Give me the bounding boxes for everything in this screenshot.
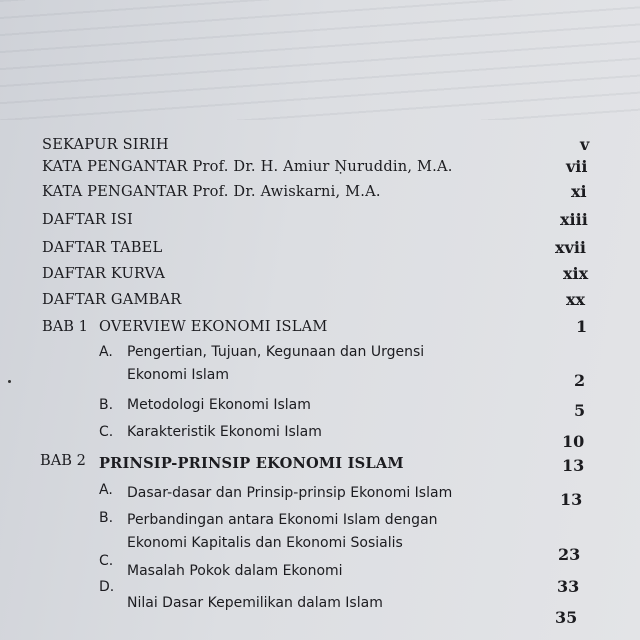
toc-entry-label: SEKAPUR SIRIH (42, 136, 169, 153)
section-title: Metodologi Ekonomi Islam (127, 397, 311, 413)
toc-section-2d (0, 578, 640, 611)
section-letter: C. (99, 424, 114, 440)
toc-entry-daftar-kurva (0, 265, 640, 291)
section-letter: B. (99, 510, 114, 526)
section-page: 35 (555, 608, 578, 627)
toc-section-1a-page-row (0, 372, 640, 398)
section-title: Dasar-dasar dan Prinsip-prinsip Ekonomi Islam (127, 485, 453, 501)
section-title-line-2: Ekonomi Islam (127, 367, 229, 383)
section-title-line-2: Ekonomi Kapitalis dan Ekonomi Sosialis (127, 535, 403, 551)
toc-entry-label: DAFTAR ISI (42, 211, 133, 228)
section-page: 23 (558, 545, 581, 564)
chapter-number: BAB 2 (40, 452, 86, 469)
section-title: Masalah Pokok dalam Ekonomi (127, 563, 343, 579)
chapter-heading-bab-1 (0, 318, 640, 344)
section-letter: A. (99, 344, 113, 360)
section-title: Karakteristik Ekonomi Islam (127, 424, 322, 440)
section-title: Nilai Dasar Kepemilikan dalam Islam (127, 595, 383, 611)
section-title-line-1: Perbandingan antara Ekonomi Islam dengan (127, 512, 438, 528)
section-letter: A. (99, 482, 113, 498)
toc-entry-label: DAFTAR KURVA (42, 265, 166, 282)
toc-entry-page: xix (563, 264, 589, 283)
chapter-number: BAB 1 (42, 318, 88, 335)
section-page: 2 (574, 371, 586, 390)
chapter-heading-bab-2 (0, 452, 640, 478)
toc-entry-page: xx (566, 290, 586, 309)
section-letter: D. (99, 579, 115, 595)
toc-entry-page: xi (571, 182, 587, 201)
chapter-title: OVERVIEW EKONOMI ISLAM (99, 318, 328, 335)
toc-entry-page: v (580, 135, 590, 154)
section-page: 5 (574, 401, 586, 420)
toc-section-2c (0, 552, 640, 578)
toc-entry-daftar-gambar (0, 291, 640, 317)
toc-section-1b (0, 396, 640, 422)
toc-section-2d-page-row (0, 609, 640, 635)
chapter-page: 1 (576, 317, 588, 336)
toc-entry-label: DAFTAR TABEL (42, 239, 163, 256)
toc-entry-label: KATA PENGANTAR Prof. Dr. Awiskarni, M.A. (42, 183, 381, 200)
toc-section-1c (0, 423, 640, 449)
toc-entry-pengantar-1 (0, 158, 640, 184)
toc-entry-page: vii (566, 157, 588, 176)
toc-entry-pengantar-2 (0, 183, 640, 209)
toc-entry-daftar-isi (0, 211, 640, 237)
toc-entry-page: xvii (555, 238, 586, 257)
toc-section-2a (0, 481, 640, 507)
section-page: 13 (560, 490, 583, 509)
chapter-page: 13 (562, 456, 585, 475)
section-letter: C. (99, 553, 114, 569)
toc-entry-label: KATA PENGANTAR Prof. Dr. H. Amiur Ṇuruddin, M.A. (42, 158, 453, 175)
toc-entry-page: xiii (560, 210, 588, 229)
toc-entry-daftar-tabel (0, 239, 640, 265)
section-letter: B. (99, 397, 114, 413)
section-page: 33 (557, 577, 580, 596)
section-page: 10 (562, 432, 585, 451)
toc-entry-label: DAFTAR GAMBAR (42, 291, 182, 308)
section-title-line-1: Pengertian, Tujuan, Kegunaan dan Urgensi (127, 344, 425, 360)
chapter-title: PRINSIP-PRINSIP EKONOMI ISLAM (99, 455, 404, 472)
